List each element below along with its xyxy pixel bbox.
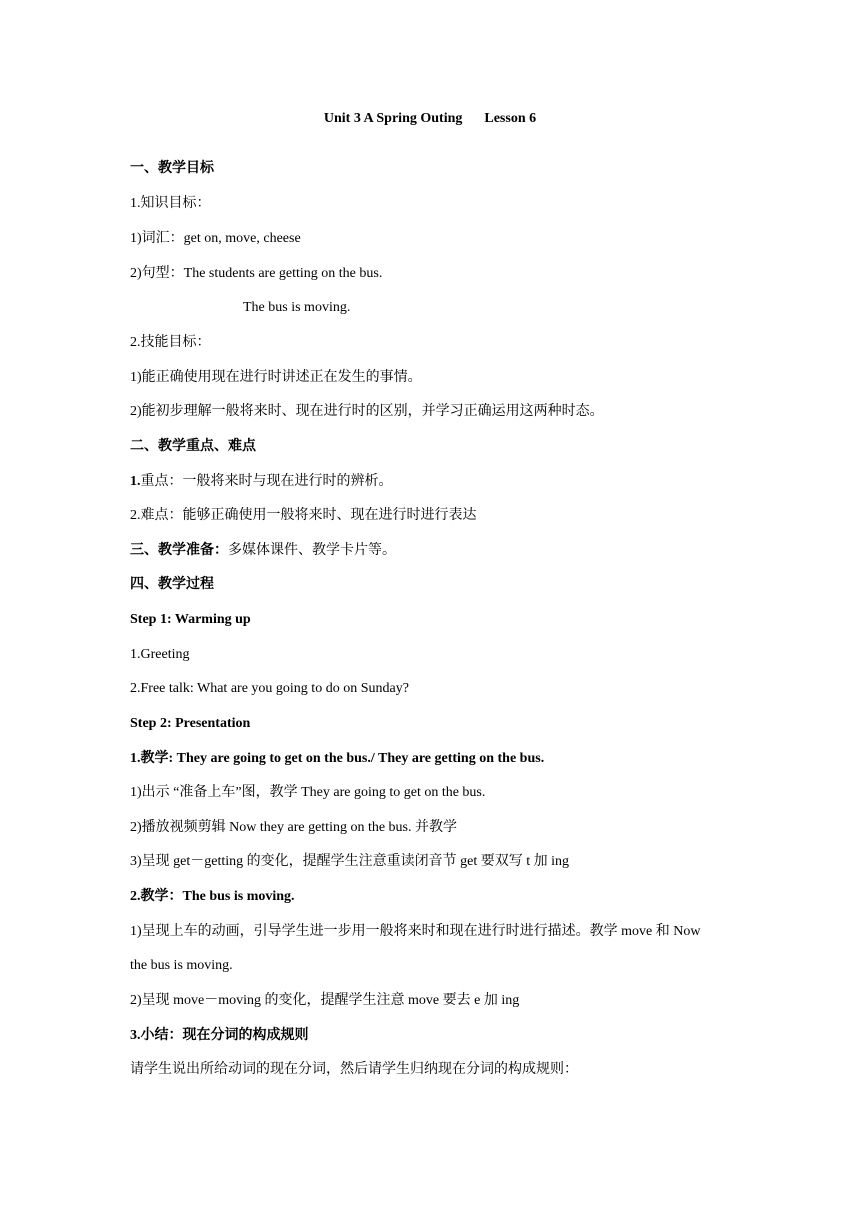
free-talk-line: 2.Free talk: What are you going to do on Sunday? [130, 681, 409, 696]
title-lesson: Lesson 6 [484, 111, 537, 126]
skill-objectives-label: 2.技能目标： [130, 335, 211, 350]
teaching-item-1-step-2: 2)播放视频剪辑 Now they are getting on the bus. 并教学 [130, 820, 458, 835]
skill-objective-1: 1)能正确使用现在进行时讲述正在发生的事情。 [130, 370, 422, 385]
summary-instruction: 请学生说出所给动词的现在分词，然后请学生归纳现在分词的构成规则： [130, 1062, 578, 1077]
vocabulary-line: 1)词汇：get on, move, cheese [130, 231, 301, 246]
teaching-item-1-step-3: 3)呈现 get－getting 的变化，提醒学生注意重读闭音节 get 要双写 t 加 ing [130, 854, 570, 869]
step-2-heading: Step 2: Presentation [130, 716, 251, 731]
sentence-pattern-line: 2)句型：The students are getting on the bus. [130, 266, 383, 281]
difficult-point-line: 2.难点：能够正确使用一般将来时、现在进行时进行表达 [130, 508, 477, 523]
knowledge-objectives-label: 1.知识目标： [130, 196, 211, 211]
heading-teaching-objectives: 一、教学目标 [130, 161, 214, 176]
heading-teaching-preparation: 三、教学准备：多媒体课件、教学卡片等。 [130, 543, 396, 558]
heading-key-points: 二、教学重点、难点 [130, 439, 256, 454]
skill-objective-2: 2)能初步理解一般将来时、现在进行时的区别，并学习正确运用这两种时态。 [130, 404, 604, 419]
summary-heading: 3.小结：现在分词的构成规则 [130, 1028, 309, 1043]
greeting-line: 1.Greeting [130, 647, 190, 662]
teaching-item-2-step-1: 1)呈现上车的动画，引导学生进一步用一般将来时和现在进行时进行描述。教学 move 和 Now [130, 924, 701, 939]
title-unit: Unit 3 A Spring Outing [323, 111, 463, 126]
teaching-item-1-step-1: 1)出示 “准备上车”图，教学 They are going to get on the bus. [130, 785, 486, 800]
key-point-line: 1.重点：一般将来时与现在进行时的辨析。 [130, 474, 393, 489]
heading-teaching-process: 四、教学过程 [130, 577, 214, 592]
document-title [0, 110, 860, 128]
teaching-item-2-step-2: 2)呈现 move－moving 的变化，提醒学生注意 move 要去 e 加 ing [130, 993, 520, 1008]
sentence-pattern-line-2: The bus is moving. [243, 300, 351, 315]
teaching-item-2-step-1-cont: the bus is moving. [130, 958, 233, 973]
step-1-heading: Step 1: Warming up [130, 612, 251, 627]
teaching-item-1-heading: 1.教学: They are going to get on the bus./ They are getting on the bus. [130, 751, 545, 766]
teaching-item-2-heading: 2.教学：The bus is moving. [130, 889, 295, 904]
